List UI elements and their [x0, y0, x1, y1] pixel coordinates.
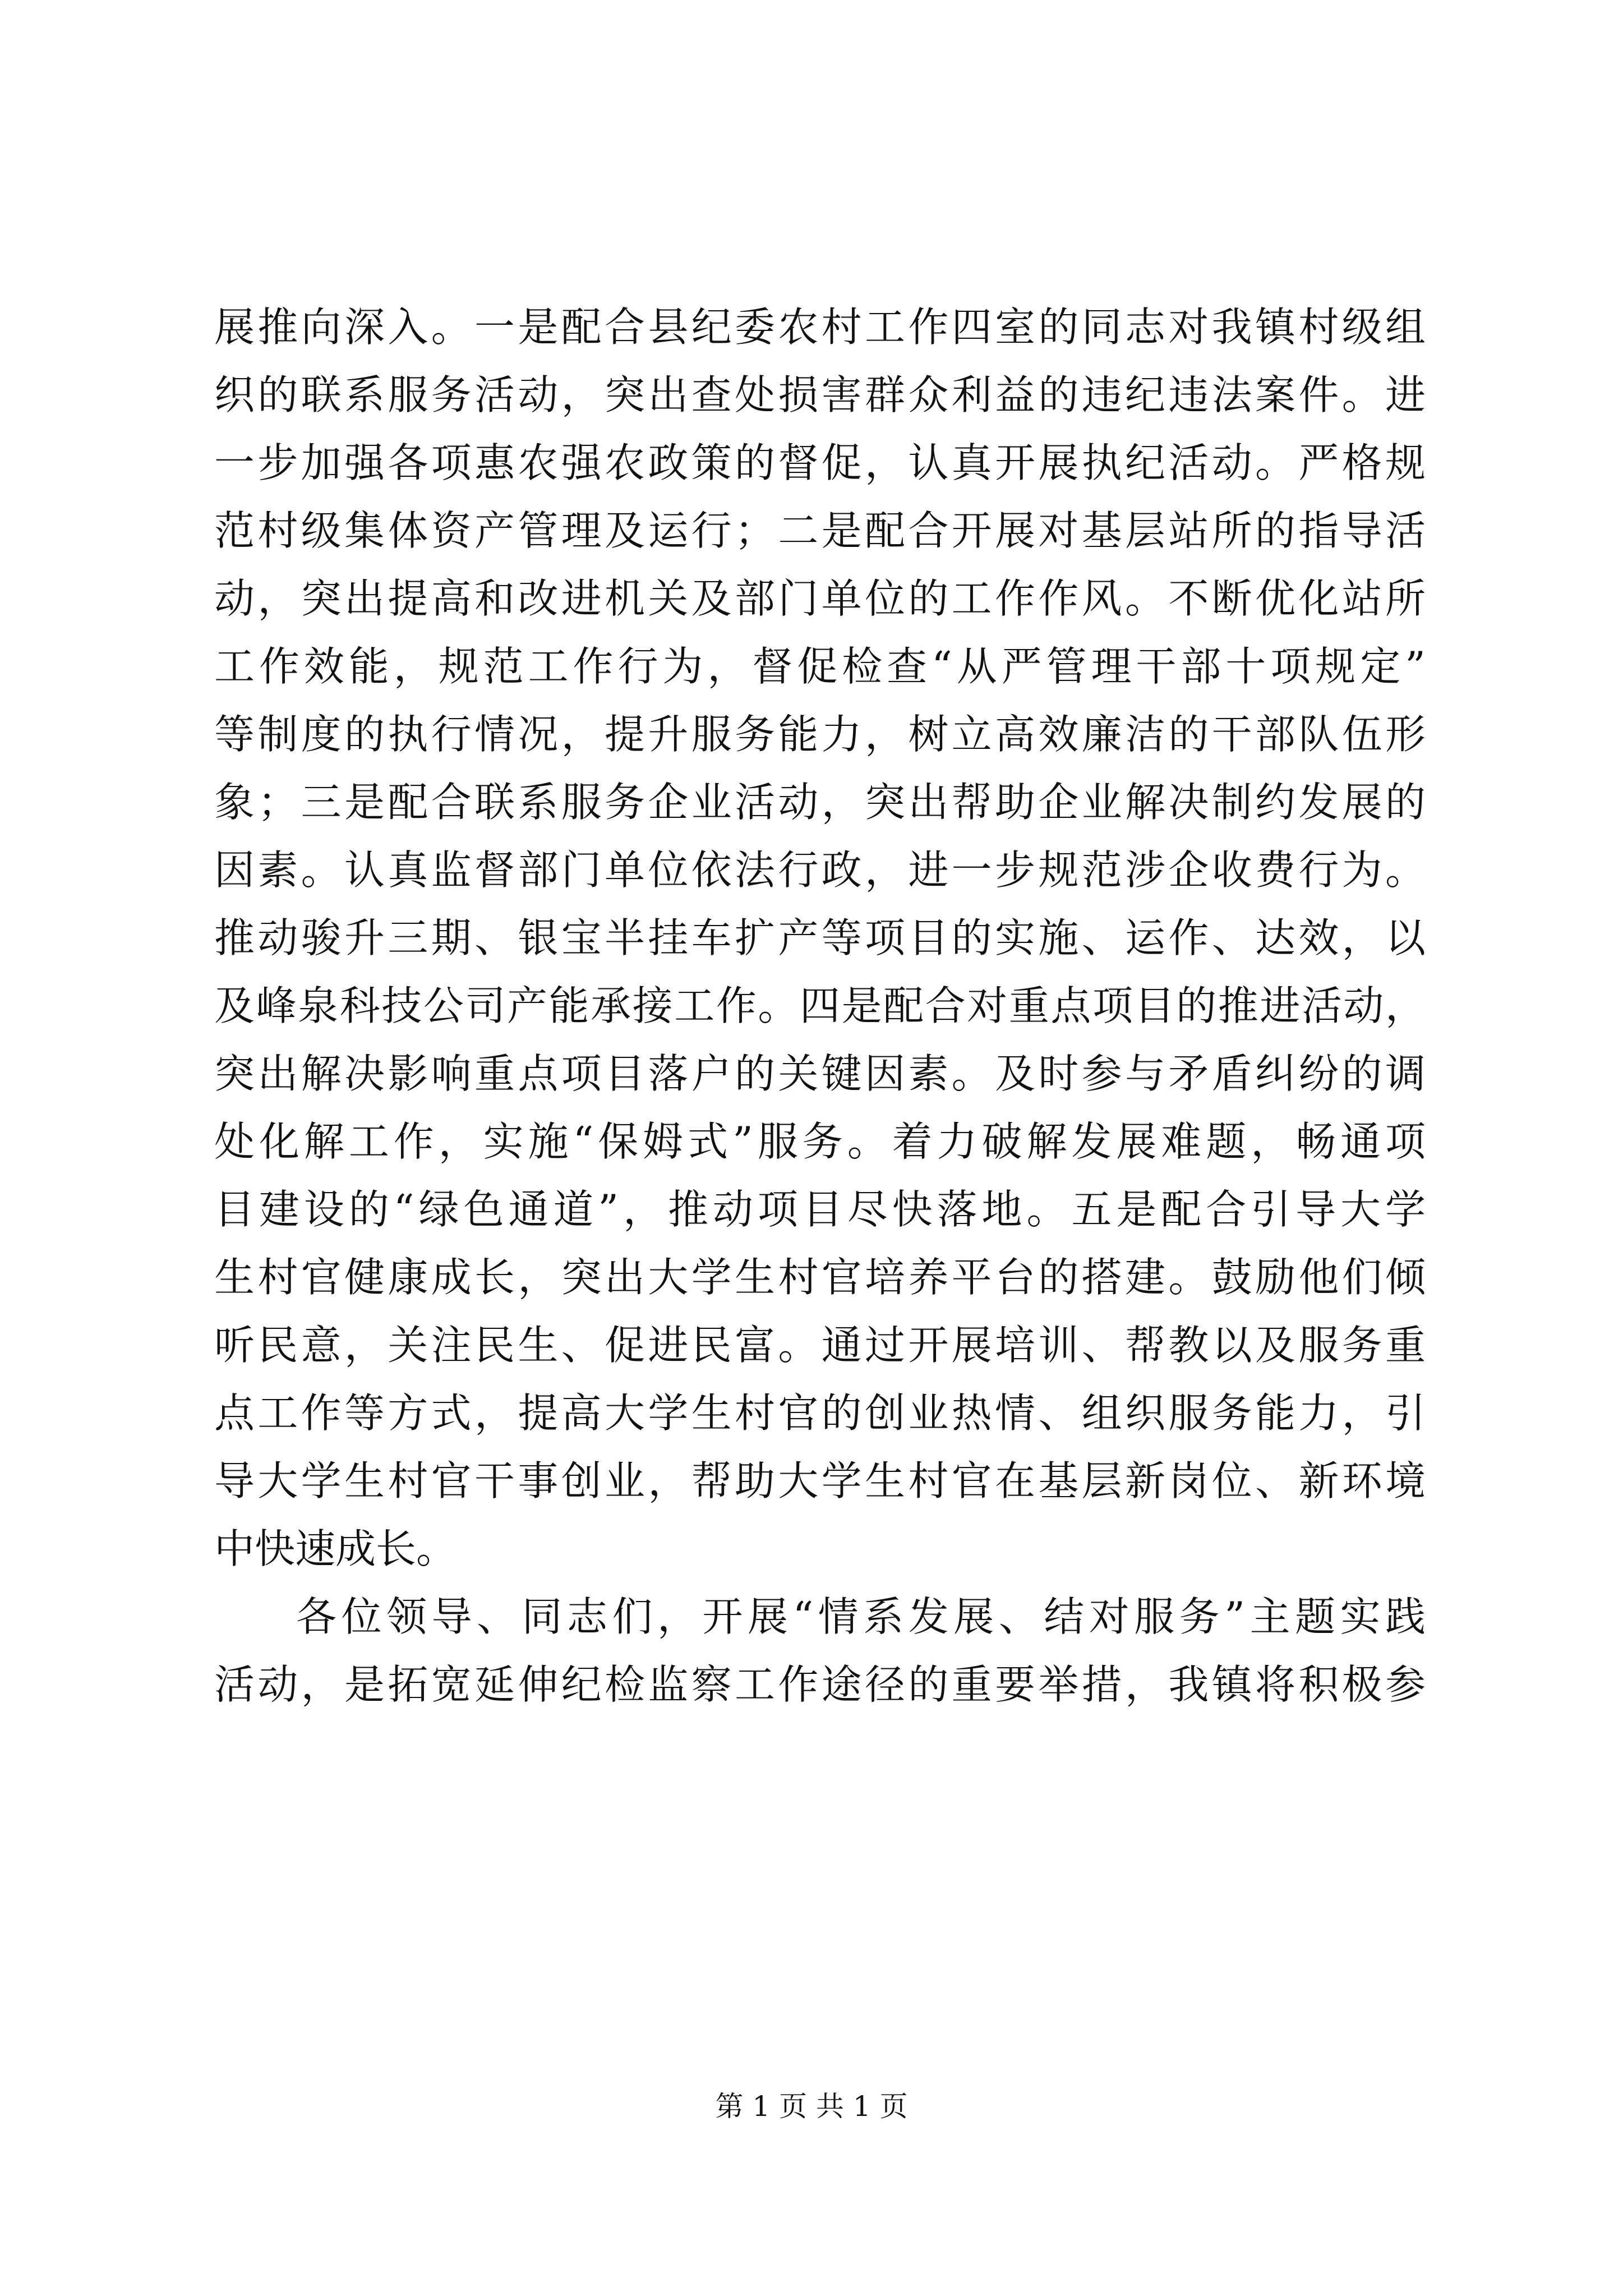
- text-line: 织的联系服务活动，突出查处损害群众利益的违纪违法案件。进: [214, 371, 1426, 418]
- text-line: 突出解决影响重点项目落户的关键因素。及时参与矛盾纠纷的调: [214, 1050, 1426, 1097]
- text-line: 范村级集体资产管理及运行；二是配合开展对基层站所的指导活: [214, 507, 1426, 554]
- text-line: 象；三是配合联系服务企业活动，突出帮助企业解决制约发展的: [214, 779, 1426, 826]
- text-line: 点工作等方式，提高大学生村官的创业热情、组织服务能力，引: [214, 1389, 1426, 1437]
- text-line: 中快速成长。: [214, 1525, 457, 1572]
- text-line: 一步加强各项惠农强农政策的督促，认真开展执纪活动。严格规: [214, 439, 1426, 486]
- page-footer: [0, 2087, 1623, 2126]
- paragraph-2: [214, 1583, 1426, 1719]
- text-line: 听民意，关注民生、促进民富。通过开展培训、帮教以及服务重: [214, 1322, 1426, 1369]
- text-line: 推动骏升三期、银宝半挂车扩产等项目的实施、运作、达效，以: [214, 914, 1426, 961]
- body-text: [214, 293, 1426, 1719]
- text-line: 目建设的“绿色通道”，推动项目尽快落地。五是配合引导大学: [214, 1186, 1426, 1233]
- text-line: 工作效能，规范工作行为，督促检查“从严管理干部十项规定”: [214, 643, 1426, 690]
- text-line: 因素。认真监督部门单位依法行政，进一步规范涉企收费行为。: [214, 846, 1426, 894]
- text-line: 动，突出提高和改进机关及部门单位的工作作风。不断优化站所: [214, 575, 1426, 622]
- text-line: 活动，是拓宽延伸纪检监察工作途径的重要举措，我镇将积极参: [214, 1661, 1426, 1708]
- text-line: 各位领导、同志们，开展“情系发展、结对服务”主题实践: [296, 1593, 1426, 1640]
- text-line: 及峰泉科技公司产能承接工作。四是配合对重点项目的推进活动，: [214, 982, 1426, 1029]
- text-line: 生村官健康成长，突出大学生村官培养平台的搭建。鼓励他们倾: [214, 1254, 1426, 1301]
- text-line: 导大学生村官干事创业，帮助大学生村官在基层新岗位、新环境: [214, 1457, 1426, 1504]
- text-line: 处化解工作，实施“保姆式”服务。着力破解发展难题，畅通项: [214, 1118, 1426, 1165]
- text-line: 展推向深入。一是配合县纪委农村工作四室的同志对我镇村级组: [214, 303, 1426, 351]
- text-line: 等制度的执行情况，提升服务能力，树立高效廉洁的干部队伍形: [214, 711, 1426, 758]
- page-number-label: 第 1 页 共 1 页: [715, 2090, 908, 2123]
- paragraph-1: [214, 293, 1426, 1583]
